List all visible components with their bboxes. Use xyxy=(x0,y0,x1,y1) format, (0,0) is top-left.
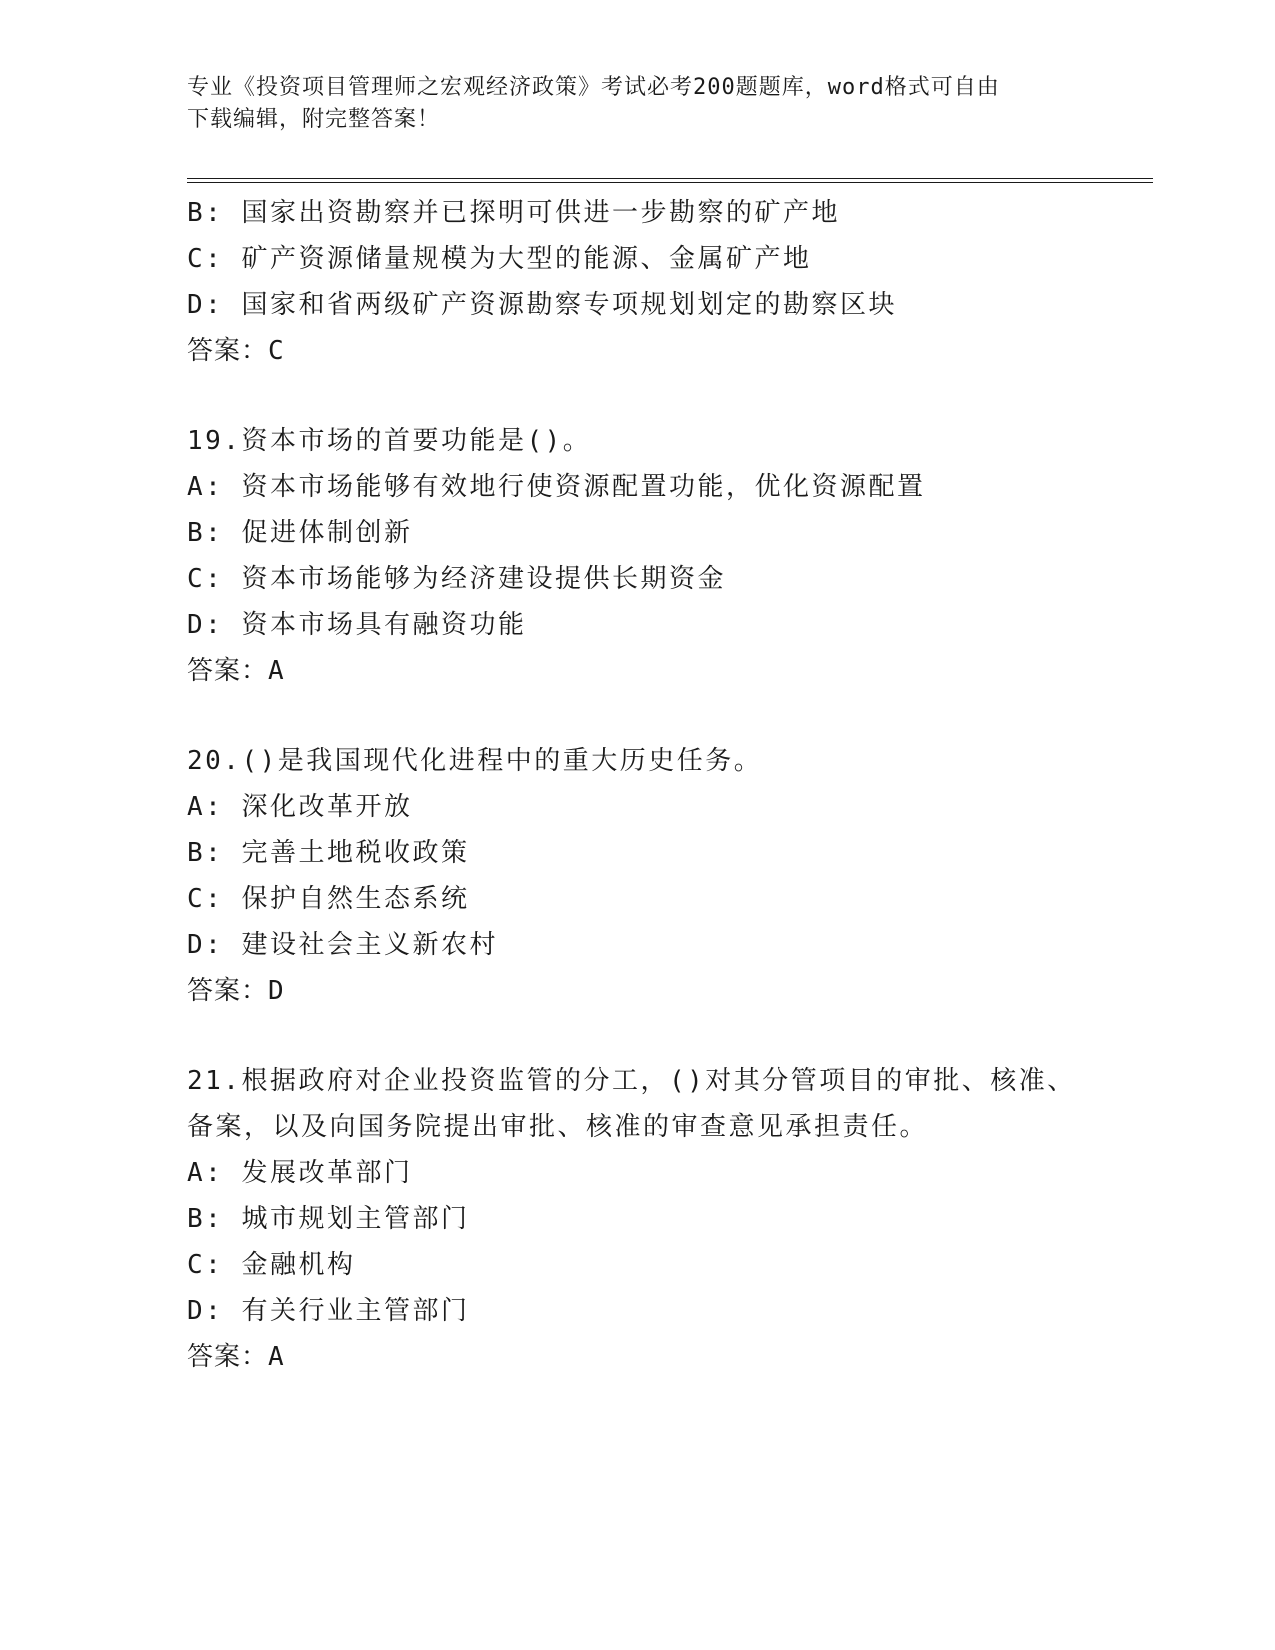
option-label: B: xyxy=(187,838,224,868)
option-label: D: xyxy=(187,1296,224,1326)
option-text: 国家出资勘察并已探明可供进一步勘察的矿产地 xyxy=(241,198,840,228)
option-line xyxy=(187,556,1147,602)
option-line xyxy=(187,602,1147,648)
option-label: D: xyxy=(187,290,224,320)
question-stem-continued: 备案，以及向国务院提出审批、核准的审查意见承担责任。 xyxy=(187,1112,929,1142)
option-line xyxy=(187,282,1147,328)
option-label: B: xyxy=(187,518,224,548)
option-text: 建设社会主义新农村 xyxy=(241,930,498,960)
option-label: B: xyxy=(187,198,224,228)
option-line xyxy=(187,1242,1147,1288)
answer-line xyxy=(187,1334,1147,1380)
option-text: 资本市场能够有效地行使资源配置功能，优化资源配置 xyxy=(241,472,926,502)
answer-label: 答案： xyxy=(187,976,269,1006)
question-stem: 19.资本市场的首要功能是()。 xyxy=(187,426,592,456)
option-label: C: xyxy=(187,884,224,914)
option-label: D: xyxy=(187,610,224,640)
answer-value: A xyxy=(268,1342,285,1372)
answer-line xyxy=(187,328,1147,374)
option-label: A: xyxy=(187,472,224,502)
option-text: 国家和省两级矿产资源勘察专项规划划定的勘察区块 xyxy=(241,290,897,320)
option-text: 金融机构 xyxy=(241,1250,356,1280)
header-line-1: 专业《投资项目管理师之宏观经济政策》考试必考200题题库，word格式可自由 xyxy=(187,75,1000,100)
question-block-20 xyxy=(187,738,1147,1014)
question-list xyxy=(187,190,1147,1380)
option-label: C: xyxy=(187,1250,224,1280)
option-label: C: xyxy=(187,564,224,594)
header-line-2: 下载编辑，附完整答案！ xyxy=(187,107,441,132)
option-line xyxy=(187,1288,1147,1334)
answer-value: C xyxy=(268,336,285,366)
option-label: A: xyxy=(187,792,224,822)
question-gap xyxy=(187,694,1147,738)
question-block-21 xyxy=(187,1058,1147,1380)
answer-label: 答案： xyxy=(187,1342,269,1372)
option-text: 深化改革开放 xyxy=(241,792,413,822)
option-label: B: xyxy=(187,1204,224,1234)
question-block-19 xyxy=(187,418,1147,694)
option-line xyxy=(187,510,1147,556)
question-stem: 20.()是我国现代化进程中的重大历史任务。 xyxy=(187,746,763,776)
option-line xyxy=(187,922,1147,968)
answer-label: 答案： xyxy=(187,336,269,366)
option-text: 矿产资源储量规模为大型的能源、金属矿产地 xyxy=(241,244,812,274)
option-line xyxy=(187,1196,1147,1242)
answer-line xyxy=(187,968,1147,1014)
option-label: C: xyxy=(187,244,224,274)
option-line xyxy=(187,236,1147,282)
option-text: 资本市场能够为经济建设提供长期资金 xyxy=(241,564,726,594)
question-gap xyxy=(187,1014,1147,1058)
option-text: 促进体制创新 xyxy=(241,518,413,548)
question-gap xyxy=(187,374,1147,418)
answer-label: 答案： xyxy=(187,656,269,686)
option-line xyxy=(187,464,1147,510)
option-line xyxy=(187,190,1147,236)
document-header xyxy=(187,72,1087,136)
option-text: 资本市场具有融资功能 xyxy=(241,610,527,640)
option-label: D: xyxy=(187,930,224,960)
option-text: 完善土地税收政策 xyxy=(241,838,470,868)
question-stem: 21.根据政府对企业投资监管的分工，()对其分管项目的审批、核准、 xyxy=(187,1066,1076,1096)
option-line xyxy=(187,876,1147,922)
header-rule-top xyxy=(187,178,1153,179)
option-line xyxy=(187,830,1147,876)
option-label: A: xyxy=(187,1158,224,1188)
option-line xyxy=(187,1150,1147,1196)
option-text: 保护自然生态系统 xyxy=(241,884,470,914)
question-block-18 xyxy=(187,190,1147,374)
answer-value: A xyxy=(268,656,285,686)
answer-line xyxy=(187,648,1147,694)
answer-value: D xyxy=(268,976,285,1006)
option-text: 发展改革部门 xyxy=(241,1158,413,1188)
option-text: 有关行业主管部门 xyxy=(241,1296,470,1326)
option-line xyxy=(187,784,1147,830)
header-rule-bottom xyxy=(187,182,1153,183)
option-text: 城市规划主管部门 xyxy=(241,1204,470,1234)
